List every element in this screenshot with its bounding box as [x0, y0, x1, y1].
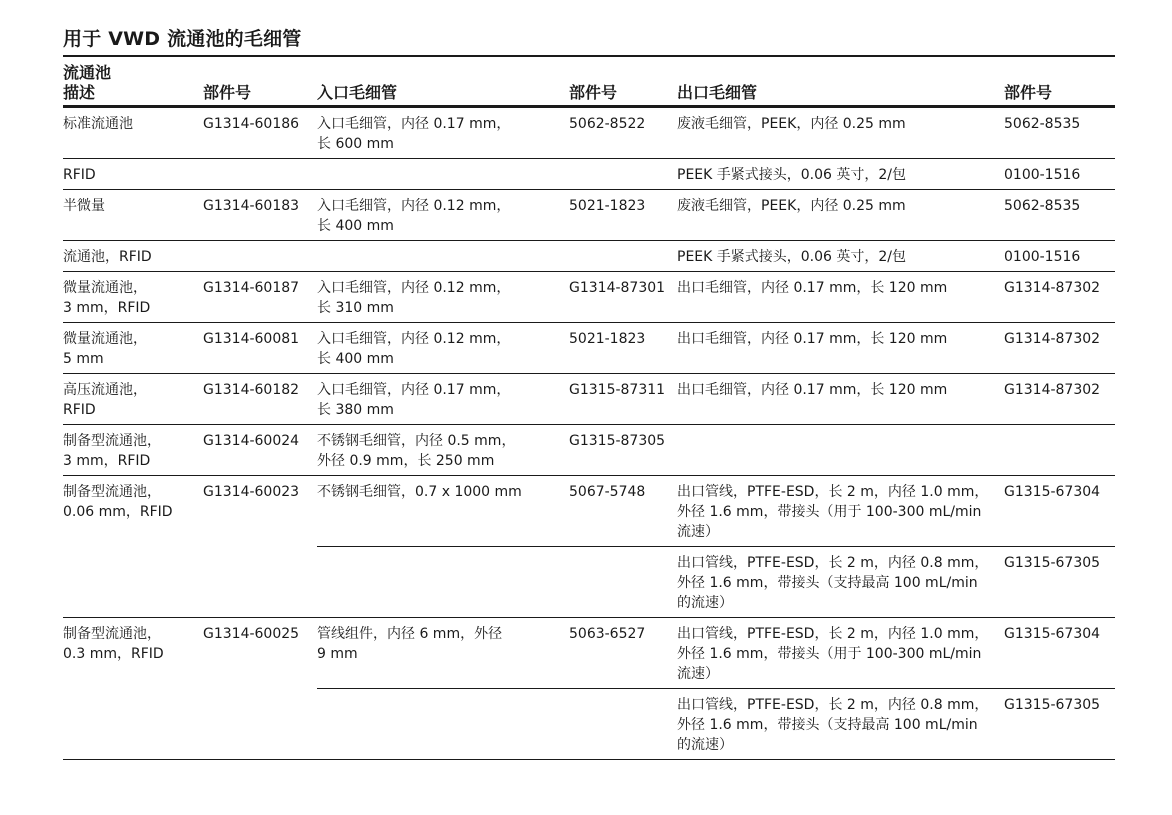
- table-row: [63, 241, 1115, 272]
- cell-inlet-part-no: 5062-8522: [569, 107, 677, 159]
- cell-inlet-part-no: 5067-5748: [569, 476, 677, 547]
- table-header: [63, 57, 1115, 107]
- table-row: [63, 159, 1115, 190]
- cell-inlet: 管线组件，内径 6 mm，外径 9 mm: [317, 618, 569, 689]
- cell-outlet-part-no: G1315-67305: [1004, 547, 1115, 618]
- cell-part-no: [203, 241, 317, 272]
- cell-description: 微量流通池， 3 mm，RFID: [63, 272, 203, 323]
- cell-inlet-part-no: [569, 159, 677, 190]
- cell-part-no: G1314-60182: [203, 374, 317, 425]
- cell-inlet: 入口毛细管，内径 0.17 mm， 长 600 mm: [317, 107, 569, 159]
- cell-part-no: G1314-60023: [203, 476, 317, 618]
- cell-outlet-part-no: 5062-8535: [1004, 190, 1115, 241]
- cell-inlet-part-no: [569, 241, 677, 272]
- cell-outlet-part-no: 0100-1516: [1004, 241, 1115, 272]
- header-outlet-part-no: 部件号: [1004, 57, 1115, 107]
- cell-part-no: G1314-60187: [203, 272, 317, 323]
- cell-outlet-part-no: 5062-8535: [1004, 107, 1115, 159]
- cell-part-no: G1314-60081: [203, 323, 317, 374]
- cell-description: 流通池，RFID: [63, 241, 203, 272]
- table-row: [63, 272, 1115, 323]
- page-title: 用于 VWD 流通池的毛细管: [63, 26, 1115, 57]
- cell-outlet: 出口毛细管，内径 0.17 mm，长 120 mm: [677, 272, 1004, 323]
- table-row: [63, 323, 1115, 374]
- cell-inlet: 入口毛细管，内径 0.12 mm， 长 400 mm: [317, 190, 569, 241]
- cell-inlet: 入口毛细管，内径 0.17 mm， 长 380 mm: [317, 374, 569, 425]
- cell-part-no: G1314-60025: [203, 618, 317, 760]
- table-row: [63, 476, 1115, 547]
- table-row: [63, 190, 1115, 241]
- cell-description: 制备型流通池， 3 mm，RFID: [63, 425, 203, 476]
- cell-inlet: 入口毛细管，内径 0.12 mm， 长 310 mm: [317, 272, 569, 323]
- header-outlet: 出口毛细管: [677, 57, 1004, 107]
- cell-description: 半微量: [63, 190, 203, 241]
- header-inlet: 入口毛细管: [317, 57, 569, 107]
- cell-outlet-part-no: 0100-1516: [1004, 159, 1115, 190]
- cell-inlet-part-no: G1315-87311: [569, 374, 677, 425]
- cell-outlet-part-no: G1314-87302: [1004, 323, 1115, 374]
- cell-inlet-part-no: G1315-87305: [569, 425, 677, 476]
- cell-inlet-part-no: 5063-6527: [569, 618, 677, 689]
- cell-inlet-part-no: 5021-1823: [569, 190, 677, 241]
- cell-outlet-part-no: G1314-87302: [1004, 272, 1115, 323]
- cell-outlet: 废液毛细管，PEEK，内径 0.25 mm: [677, 190, 1004, 241]
- cell-description: 微量流通池， 5 mm: [63, 323, 203, 374]
- table-body: [63, 107, 1115, 760]
- cell-part-no: G1314-60183: [203, 190, 317, 241]
- cell-description: 制备型流通池， 0.3 mm，RFID: [63, 618, 203, 760]
- header-part-no: 部件号: [203, 57, 317, 107]
- cell-description: 高压流通池， RFID: [63, 374, 203, 425]
- cell-outlet: 出口管线，PTFE-ESD，长 2 m，内径 0.8 mm， 外径 1.6 mm，带接头（支持最高 100 mL/min 的流速）: [677, 547, 1004, 618]
- cell-outlet: PEEK 手紧式接头，0.06 英寸，2/包: [677, 159, 1004, 190]
- cell-outlet: 出口管线，PTFE-ESD，长 2 m，内径 0.8 mm， 外径 1.6 mm，带接头（支持最高 100 mL/min 的流速）: [677, 689, 1004, 760]
- cell-part-no: G1314-60024: [203, 425, 317, 476]
- header-inlet-part-no: 部件号: [569, 57, 677, 107]
- cell-outlet: 出口毛细管，内径 0.17 mm，长 120 mm: [677, 374, 1004, 425]
- cell-part-no: [203, 159, 317, 190]
- cell-outlet: 废液毛细管，PEEK，内径 0.25 mm: [677, 107, 1004, 159]
- cell-inlet: [317, 689, 569, 760]
- capillary-table: [63, 57, 1115, 760]
- document-page: [63, 26, 1115, 760]
- table-row: [63, 618, 1115, 689]
- cell-outlet-part-no: G1315-67304: [1004, 476, 1115, 547]
- header-row: [63, 57, 1115, 107]
- cell-inlet: 入口毛细管，内径 0.12 mm， 长 400 mm: [317, 323, 569, 374]
- cell-part-no: G1314-60186: [203, 107, 317, 159]
- cell-outlet-part-no: G1314-87302: [1004, 374, 1115, 425]
- cell-outlet: 出口管线，PTFE-ESD，长 2 m，内径 1.0 mm， 外径 1.6 mm，带接头（用于 100-300 mL/min 流速）: [677, 476, 1004, 547]
- cell-outlet-part-no: G1315-67304: [1004, 618, 1115, 689]
- cell-inlet: [317, 547, 569, 618]
- cell-inlet-part-no: 5021-1823: [569, 323, 677, 374]
- cell-inlet: 不锈钢毛细管，0.7 x 1000 mm: [317, 476, 569, 547]
- cell-outlet: 出口毛细管，内径 0.17 mm，长 120 mm: [677, 323, 1004, 374]
- cell-inlet: [317, 159, 569, 190]
- table-row: [63, 425, 1115, 476]
- cell-outlet-part-no: [1004, 425, 1115, 476]
- cell-outlet-part-no: G1315-67305: [1004, 689, 1115, 760]
- cell-outlet: PEEK 手紧式接头，0.06 英寸，2/包: [677, 241, 1004, 272]
- cell-inlet: [317, 241, 569, 272]
- cell-inlet: 不锈钢毛细管，内径 0.5 mm， 外径 0.9 mm，长 250 mm: [317, 425, 569, 476]
- cell-outlet: 出口管线，PTFE-ESD，长 2 m，内径 1.0 mm， 外径 1.6 mm，带接头（用于 100-300 mL/min 流速）: [677, 618, 1004, 689]
- header-description: 流通池 描述: [63, 57, 203, 107]
- cell-description: 标准流通池: [63, 107, 203, 159]
- cell-inlet-part-no: [569, 689, 677, 760]
- cell-inlet-part-no: [569, 547, 677, 618]
- cell-inlet-part-no: G1314-87301: [569, 272, 677, 323]
- cell-outlet: [677, 425, 1004, 476]
- cell-description: 制备型流通池， 0.06 mm，RFID: [63, 476, 203, 618]
- table-row: [63, 374, 1115, 425]
- table-row: [63, 107, 1115, 159]
- cell-description: RFID: [63, 159, 203, 190]
